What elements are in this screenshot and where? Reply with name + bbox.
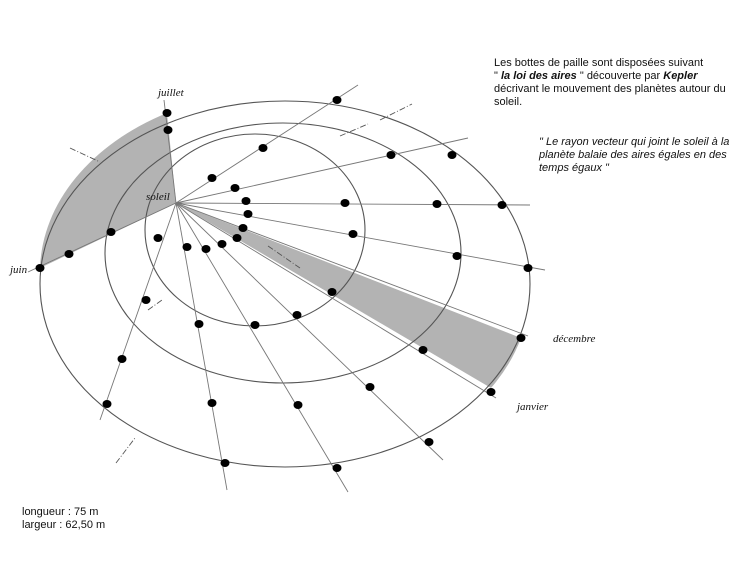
bale-dot [233,234,242,242]
construction-mark [116,438,135,463]
law-name: la loi des aires [500,70,577,82]
intro-quote-close: " découverte par [576,70,664,82]
kepler-quote: " Le rayon vecteur qui joint le soleil à la planète balaie des aires égales en des temps égaux " [539,136,730,174]
intro-text [494,57,744,109]
bale-dot [244,210,253,218]
bale-dot [218,240,227,248]
bale-dot [333,96,342,104]
radial-lines [28,85,545,492]
bale-dot [349,230,358,238]
bale-dot [118,355,127,363]
construction-mark [380,104,412,120]
kepler-name: Kepler [663,70,698,82]
label-juillet: juillet [158,87,184,99]
bale-dot [36,264,45,272]
label-janvier: janvier [517,401,549,413]
bale-dot [453,252,462,260]
shaded-area-decembre-janvier [176,203,521,388]
bale-dot [433,200,442,208]
intro-line1: Les bottes de paille sont disposées suivant [494,57,704,69]
length-text: longueur : 75 m [22,506,99,518]
radius [176,85,358,203]
bale-dot [163,109,172,117]
width-text: largeur : 62,50 m [22,519,106,531]
bale-dot [154,234,163,242]
bale-dot [107,228,116,236]
bale-dot [517,334,526,342]
bale-dot [366,383,375,391]
bale-dot [387,151,396,159]
bale-dot [328,288,337,296]
bale-dot [293,311,302,319]
bale-dot [294,401,303,409]
bale-dot [242,197,251,205]
bale-dot [524,264,533,272]
bale-dot [333,464,342,472]
label-juin: juin [10,264,28,276]
bale-dot [419,346,428,354]
bale-dot [425,438,434,446]
bale-dot [251,321,260,329]
bale-dot [448,151,457,159]
bale-dot [341,199,350,207]
bale-dot [208,174,217,182]
radius [176,203,530,205]
radius [176,203,528,336]
label-decembre: décembre [553,333,596,345]
bale-dot [231,184,240,192]
bale-dot [498,201,507,209]
bale-dot [164,126,173,134]
radius [176,138,468,203]
bale-dot [259,144,268,152]
bale-dot [202,245,211,253]
label-soleil: soleil [146,191,170,203]
bale-dot [208,399,217,407]
bale-dot [103,400,112,408]
bale-dot [142,296,151,304]
bale-dot [221,459,230,467]
intro-quote-open: " [494,70,501,82]
bale-dot [183,243,192,251]
bale-dot [65,250,74,258]
dimensions [22,506,105,532]
intro-rest: décrivant le mouvement des planètes autour du soleil. [494,83,726,108]
bale-dot [239,224,248,232]
bale-dot [195,320,204,328]
bale-dot [487,388,496,396]
inner-orbit [145,134,365,326]
